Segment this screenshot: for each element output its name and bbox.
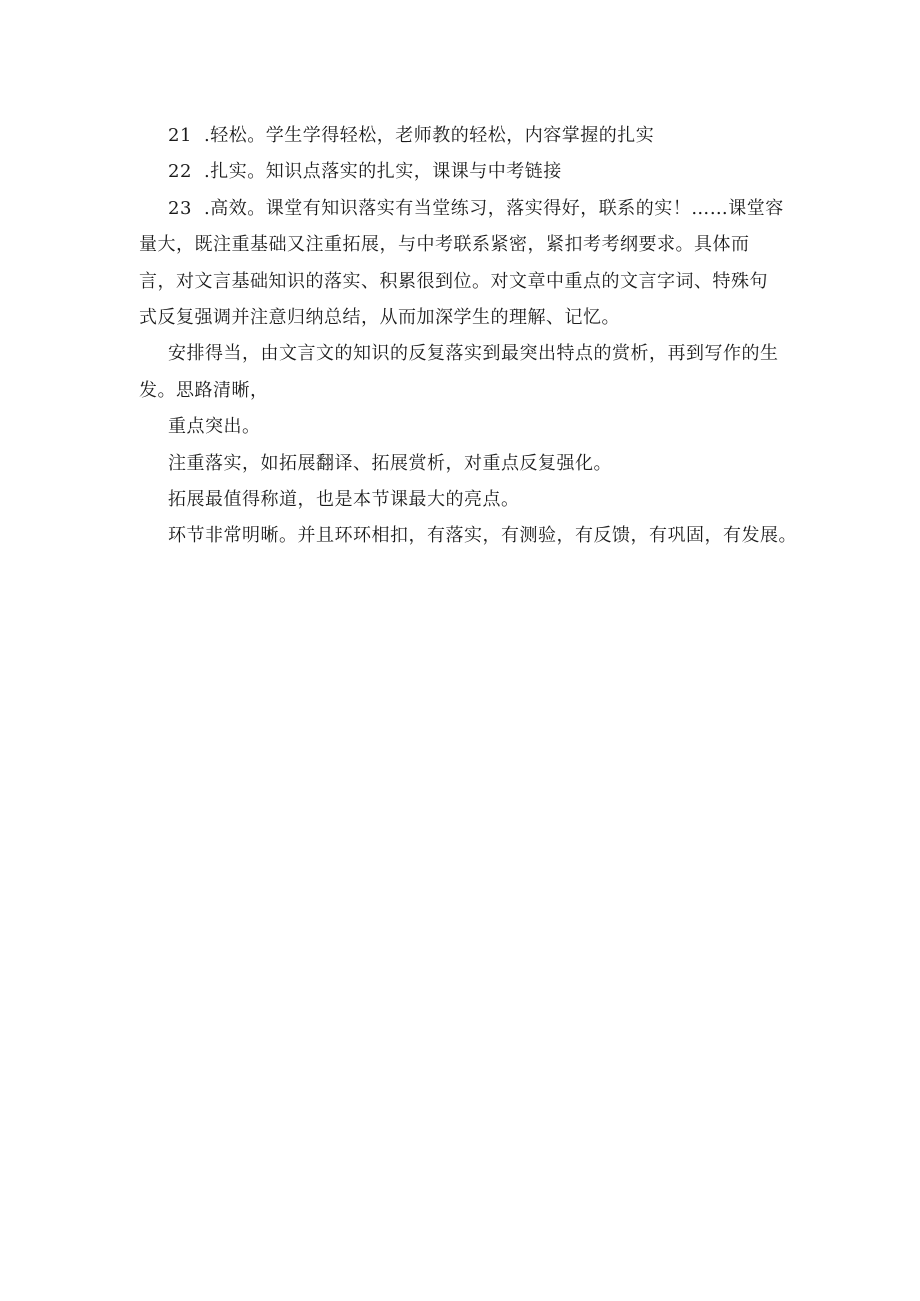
list-text: .扎实。知识点落实的扎实，课课与中考链接 [204, 161, 562, 183]
paragraph-line: 拓展最值得称道，也是本节课最大的亮点。 [168, 489, 520, 511]
list-number: 21 [168, 125, 192, 146]
paragraph-line: 环节非常明晰。并且环环相扣，有落实，有测验，有反馈，有巩固，有发展。 [168, 525, 797, 547]
paragraph-line: 安排得当，由文言文的知识的反复落实到最突出特点的赏析，再到写作的生 [168, 343, 779, 365]
list-number: 23 [168, 197, 192, 219]
paragraph-line: 言，对文言基础知识的落实、积累很到位。对文章中重点的文言字词、特殊句 [139, 270, 768, 292]
document-body [139, 118, 799, 555]
paragraph-line: 重点突出。 [168, 416, 261, 438]
paragraph-line: 注重落实，如拓展翻译、拓展赏析，对重点反复强化。 [168, 452, 612, 474]
list-item-23 [139, 191, 799, 227]
list-item-22 [139, 154, 799, 190]
list-text: .高效。课堂有知识落实有当堂练习，落实得好，联系的实！……课堂容 [204, 197, 784, 219]
paragraph-line: 式反复强调并注意归纳总结，从而加深学生的理解、记忆。 [139, 307, 620, 329]
list-number: 22 [168, 161, 192, 183]
paragraph-line: 量大，既注重基础又注重拓展，与中考联系紧密，紧扣考考纲要求。具体而 [139, 234, 750, 256]
list-item-21 [139, 118, 799, 154]
paragraph-line: 发。思路清晰， [139, 379, 269, 401]
list-text: .轻松。学生学得轻松，老师教的轻松，内容掌握的扎实 [204, 125, 655, 146]
